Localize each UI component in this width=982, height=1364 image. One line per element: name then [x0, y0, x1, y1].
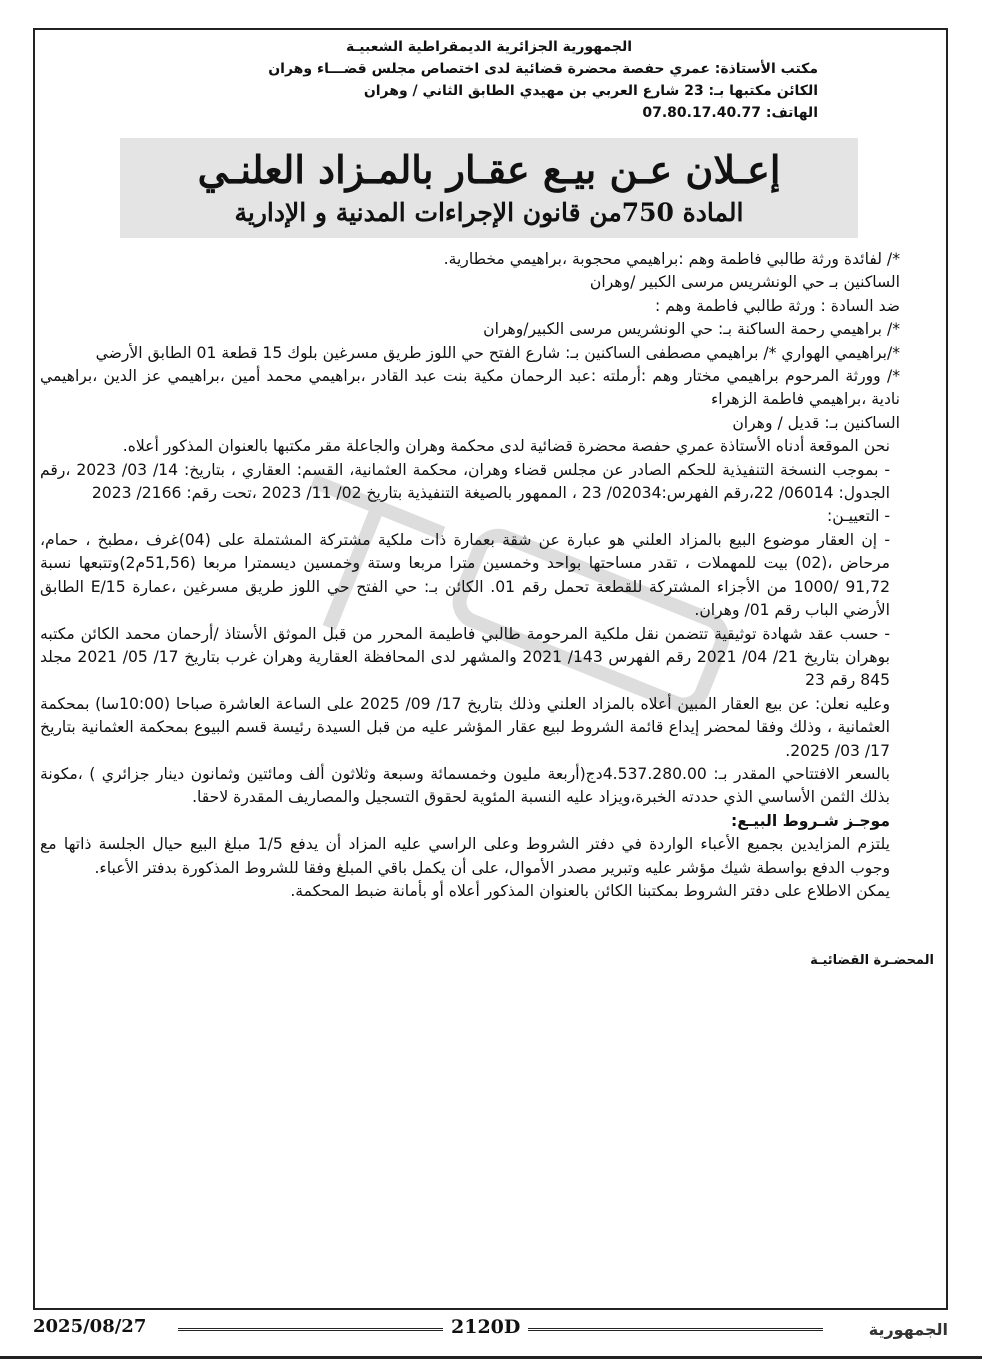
- footer-code: 2120D: [443, 1316, 528, 1338]
- designation-heading: - التعييـن:: [827, 507, 890, 526]
- notice-header: [40, 36, 938, 124]
- defendant-2: */براهيمي الهواري */ براهيمي مصطفى الساكنين بـ: شارع الفتح حي اللوز طريق مسرغين بلوك 15 قطعة 01 الطابق الأرضي: [95, 343, 900, 362]
- bottom-rule: [0, 1356, 982, 1359]
- newspaper-name: الجمهورية: [863, 1320, 948, 1339]
- office-line: مكتب الأستاذة: عمري حفصة محضرة قضائية لدى اختصاص مجلس قضـــاء وهران: [268, 61, 818, 77]
- judgment-reference: - بموجب النسخة التنفيذية للحكم الصادر عن مجلس قضاء وهران، محكمة العثمانية، القسم: العقاري ، بتاريخ: 14/ 03/ 2023 ،رقم الجدول: 06014/ 22،رقم الفهرس:02034/ 23 ، الممهور بالصيغة التنفيذية بتاريخ 02/ 11/ 2023 ،تحت رقم: 2166/ 2023: [40, 460, 891, 503]
- republic-heading: الجمهورية الجزائرية الديمقراطية الشعبيـة: [345, 39, 632, 55]
- defendants-heading: ضد السادة : ورثة طالبي فاطمة وهم :: [655, 296, 900, 315]
- page-footer: [33, 1316, 948, 1356]
- heirs-address: الساكنين بـ: قديل / وهران: [732, 413, 900, 432]
- ownership-deed: - حسب عقد شهادة توثيقية تتضمن نقل ملكية المرحومة طالبي فاطيمة المحرر من قبل الموثق الأستاذ /أرحمان محمد الكائن مكتبه بوهران بتاريخ 21/ 04/ 2021 رقم الفهرس 143/ 2021 والمشهر لدى المحافظة العقارية وهران غرب بتاريخ 17/ 05/ 2021 مجلد 845 رقم 23: [40, 624, 890, 690]
- conditions-text: يلتزم المزايدين بجميع الأعباء الواردة في دفتر الشروط وعلى الراسي عليه المزاد أن يدفع 1/5 مبلغ البيع حيال الجلسة ذاتها مع وجوب الدفع بواسطة شيك مؤشر عليه وتبرير مصدر الأموال، على أن يكمل باقي المبلغ وفقا للشروط المذكورة بدفتر الأعباء.: [40, 835, 890, 877]
- signature-label: المحضـرة القضائيـة: [810, 953, 934, 969]
- conditions-heading: موجـز شـروط البيـع:: [731, 811, 890, 830]
- sale-announcement: وعليه نعلن: عن بيع العقار المبين أعلاه بالمزاد العلني وذلك بتاريخ 17/ 09/ 2025 على الساعة العاشرة صباحا (10:00سا) بمحكمة العثمانية ، وذلك وفقا لمحضر إيداع قائمة الشروط لبيع عقار المؤشر عليه من قبل السيدة رئيسة قسم البيوع بمحكمة العثمانية بتاريخ 17/ 03/ 2025.: [40, 694, 890, 760]
- property-description: - إن العقار موضوع البيع بالمزاد العلني هو عبارة عن شقة بعمارة ذات ملكية مشتركة المشتملة على (04)غرف ،مطبخ ، حمام، مرحاض ،(02) بيت للمهملات ، تقدر مساحتها بواحد وخمسين مترا مربعا وستة وخمسين ديسمترا مربعا (51,56م2)وتتبعها نسبة 91,72 /1000 من الأجزاء المشتركة للقطعة تحمل رقم 01. الكائن بـ: حي الفتح حي اللوز طريق مسرغين ،عمارة E/15 الطابق الأرضي الباب رقم 01/ وهران.: [40, 530, 891, 620]
- defendant-1: */ براهيمي رحمة الساكنة بـ: حي الونشريس مرسى الكبير/وهران: [483, 320, 900, 339]
- opening-price: بالسعر الافتتاحي المقدر بـ: 4.537.280.00دج(أربعة مليون وخمسمائة وسبعة وثلاثون ألف ومائتين وثمانون دينار جزائري ) ،مكونة بذلك الثمن الأساسي الذي حددته الخبرة،ويزاد عليه النسبة المئوية لحقوق التسجيل والمصاريف المقدرة لاحقا.: [40, 764, 890, 807]
- footer-date: 2025/08/27: [33, 1316, 152, 1337]
- beneficiaries-address: الساكنين بـ حي الونشريس مرسى الكبير /وهران: [589, 273, 900, 292]
- address-line: الكائن مكتبها بـ: 23 شارع العربي بن مهيدي الطابق الثاني / وهران: [363, 83, 818, 99]
- bailiff-statement: نحن الموقعة أدناه الأستاذة عمري حفصة محضرة قضائية لدى محكمة وهران والجاعلة مقر مكتبها بالعنوان المذكور أعلاه.: [122, 437, 890, 456]
- defendant-heirs: */ وورثة المرحوم براهيمي مختار وهم :أرملته :عبد الرحمان مكية بنت عبد القادر ،براهيمي محمد أمين ،براهيمي عز الدين ،براهيمي نادية ،براهيمي فاطمة الزهراء: [40, 367, 900, 409]
- notice-content: [40, 36, 938, 968]
- phone-line: الهاتف: 07.80.17.40.77: [642, 105, 818, 121]
- notice-body: [40, 248, 938, 903]
- beneficiaries-paragraph: */ لفائدة ورثة طالبي فاطمة وهم :براهيمي محجوبة ،براهيمي مخطارية.: [443, 250, 900, 268]
- notice-subtitle: المادة 750من قانون الإجراءات المدنية و الإدارية: [234, 198, 744, 227]
- notice-title: إعـلان عـن بيـع عقـار بالمـزاد العلنـي: [197, 147, 781, 192]
- title-banner: [120, 138, 858, 238]
- consultation-note: يمكن الاطلاع على دفتر الشروط بمكتبنا الكائن بالعنوان المذكور أعلاه أو بأمانة ضبط المحكمة.: [290, 881, 890, 900]
